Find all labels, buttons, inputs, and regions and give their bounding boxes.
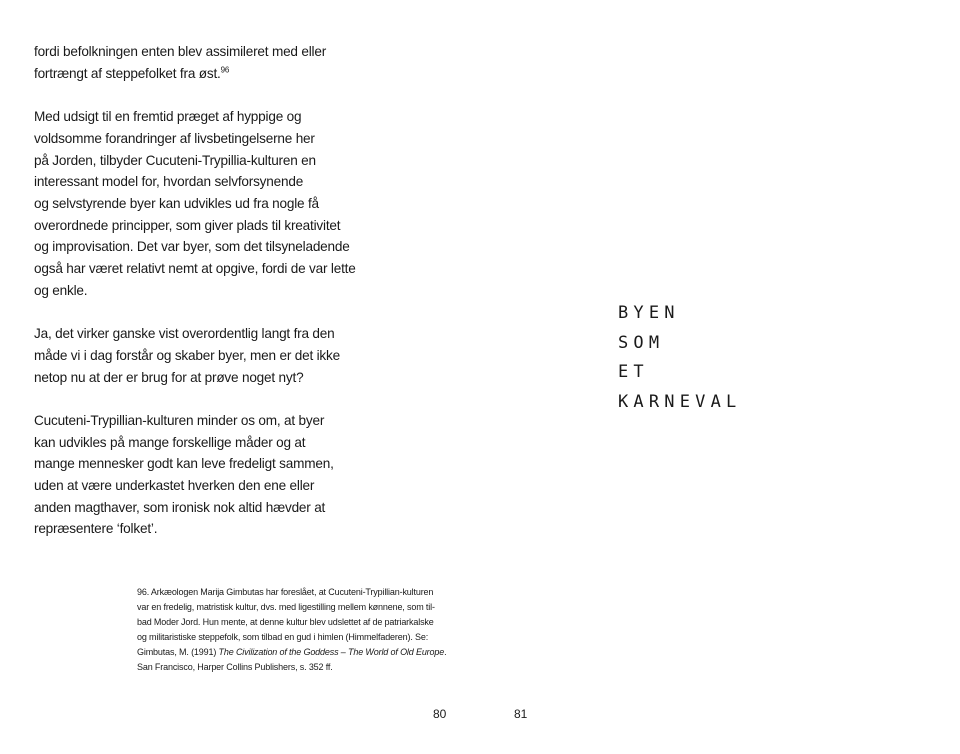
text-line: voldsomme forandringer af livsbetingelserne her xyxy=(34,130,315,146)
text-line: overordnede principper, som giver plads til kreativitet xyxy=(34,217,341,233)
page-number-right: 81 xyxy=(514,707,528,721)
footnote-line: 96. Arkæologen Marija Gimbutas har foreslået, at Cucuteni-Trypillian-kulturen xyxy=(137,587,434,597)
paragraph-4 xyxy=(34,410,364,540)
text-line: og improvisation. Det var byer, som det tilsyneladende xyxy=(34,239,350,255)
text-line: Cucuteni-Trypillian-kulturen minder os om, at byer xyxy=(34,412,325,428)
chapter-title-line: ET xyxy=(618,362,649,382)
footnote-line: San Francisco, Harper Collins Publishers, s. 352 ff. xyxy=(137,662,333,672)
body-text xyxy=(34,41,364,562)
page-number-left: 80 xyxy=(433,707,447,721)
chapter-title-line: BYEN xyxy=(618,303,680,323)
text-line: og selvstyrende byer kan udvikles ud fra nogle få xyxy=(34,195,319,211)
footnote-reference[interactable]: 96 xyxy=(220,65,230,75)
right-page xyxy=(480,0,960,754)
footnote-line: Gimbutas, M. (1991) The Civilization of the Goddess – The World of Old Europe. xyxy=(137,647,447,657)
text-line: kan udvikles på mange forskellige måder og at xyxy=(34,434,306,450)
text-line: måde vi i dag forstår og skaber byer, men er det ikke xyxy=(34,347,340,363)
text-line: interessant model for, hvordan selvforsynende xyxy=(34,174,304,190)
cited-book-title: The Civilization of the Goddess – The World of Old Europe xyxy=(218,647,445,657)
footnote-line: og militaristiske steppefolk, som tilbad en gud i himlen (Himmelfaderen). Se: xyxy=(137,632,429,642)
text-line: uden at være underkastet hverken den ene eller xyxy=(34,478,315,494)
paragraph-1 xyxy=(34,41,364,84)
text-line: fordi befolkningen enten blev assimileret med eller xyxy=(34,44,327,59)
text-line: repræsentere ‘folket’. xyxy=(34,521,158,537)
chapter-title xyxy=(618,299,741,417)
text-line: også har været relativt nemt at opgive, fordi de var lette xyxy=(34,261,356,277)
footnote-line: var en fredelig, matristisk kultur, dvs. med ligestilling mellem kønnene, som til- xyxy=(137,602,435,612)
text-line: Med udsigt til en fremtid præget af hyppige og xyxy=(34,109,302,125)
text-line: Ja, det virker ganske vist overordentlig langt fra den xyxy=(34,326,335,342)
footnote xyxy=(137,585,457,675)
text-line: anden magthaver, som ironisk nok altid hævder at xyxy=(34,499,326,515)
paragraph-2 xyxy=(34,106,364,301)
text-line: mange mennesker godt kan leve fredeligt sammen, xyxy=(34,456,334,472)
text-line: netop nu at der er brug for at prøve noget nyt? xyxy=(34,369,304,385)
footnote-line: bad Moder Jord. Hun mente, at denne kultur blev udslettet af de patriarkalske xyxy=(137,617,434,627)
chapter-title-line: SOM xyxy=(618,332,665,353)
text-line: på Jorden, tilbyder Cucuteni-Trypillia-kulturen en xyxy=(34,152,316,168)
paragraph-3 xyxy=(34,323,364,388)
text-line: og enkle. xyxy=(34,282,88,298)
text-line: fortrængt af steppefolket fra øst.$^{96}$ xyxy=(34,65,230,81)
chapter-title-line: KARNEVAL xyxy=(618,391,742,412)
